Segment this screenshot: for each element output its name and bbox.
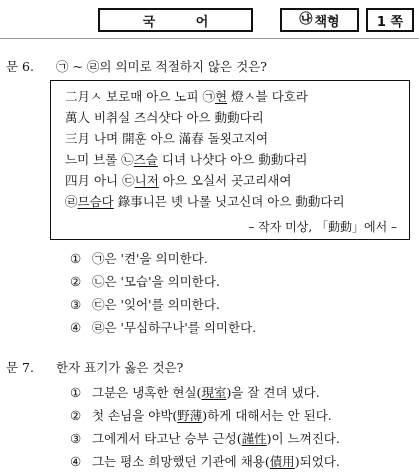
poem-line: 四月 아니 ㉢니저 아으 오실서 곳고리새여 (65, 173, 292, 188)
question-7 (6, 358, 183, 376)
header-divider (0, 38, 419, 39)
poem-line: 萬人 비취실 즈싀샷다 아으 動動다리 (65, 110, 264, 125)
answer-option[interactable]: ③ 그에게서 타고난 승부 근성(謹性)이 느껴진다. (70, 427, 340, 450)
question-7-options (70, 381, 340, 473)
underlined-word: 니저 (134, 173, 159, 188)
option-number: ④ (70, 320, 82, 335)
option-number: ② (70, 408, 82, 423)
question-6 (6, 57, 267, 75)
option-number: ③ (70, 297, 82, 312)
underlined-word: 므슴다 (77, 194, 114, 209)
underlined-word: 즈슬 (133, 152, 158, 167)
option-text: ㉢은 '잊어'를 의미한다. (92, 297, 220, 312)
answer-option[interactable] (70, 316, 256, 339)
mark-d: ㉣ (65, 194, 78, 209)
answer-option[interactable] (70, 270, 256, 293)
option-number: ④ (70, 454, 82, 469)
subject-label: 국 어 (142, 14, 227, 30)
option-text: ㉠은 '켠'을 의미한다. (92, 251, 208, 266)
mark-a: ㉠ (202, 89, 216, 104)
booklet-mark: ㉯ (299, 12, 313, 27)
poem-box (50, 80, 410, 240)
hanja-word: 債用 (269, 454, 295, 469)
poem-source: – 작자 미상, 「動動」에서 – (248, 220, 397, 234)
hanja-word: 野薄 (177, 408, 203, 423)
answer-option[interactable]: ④ 그는 평소 희망했던 기관에 채용(債用)되었다. (70, 450, 340, 473)
answer-option[interactable] (70, 247, 256, 270)
underlined-word: 현 (215, 89, 228, 104)
option-number: ① (70, 385, 82, 400)
option-number: ③ (70, 431, 82, 446)
answer-option[interactable]: ② 첫 손님을 야박(野薄)하게 대해서는 안 된다. (70, 404, 340, 427)
option-text: ㉡은 '모습'을 의미한다. (92, 274, 220, 289)
booklet-type-box (280, 8, 359, 32)
poem-line: 느미 브롤 ㉡즈슬 디녀 나샷다 아으 動動다리 (65, 152, 308, 167)
answer-option[interactable]: ① 그분은 냉혹한 현실(現室)을 잘 견뎌 냈다. (70, 381, 340, 404)
hanja-word: 謹性 (241, 431, 267, 446)
poem-line: 二月ㅅ 보로매 아으 노피 ㉠현 燈ㅅ블 다호라 (65, 89, 308, 104)
mark-b: ㉡ (121, 152, 134, 167)
question-6-number: 문 6. (6, 59, 34, 74)
page-number-box (366, 8, 414, 32)
exam-header (0, 0, 419, 36)
mark-c: ㉢ (122, 173, 135, 188)
question-6-options (70, 247, 256, 339)
question-7-stem: 한자 표기가 옳은 것은? (56, 360, 184, 375)
option-number: ① (70, 251, 82, 266)
option-text: ㉣은 '무심하구나'를 의미한다. (92, 320, 257, 335)
poem-line: 三月 나며 開훈 아으 滿春 돌욋고지여 (65, 131, 269, 146)
page-number: 1 쪽 (376, 14, 404, 30)
hanja-word: 現室 (201, 385, 227, 400)
question-6-stem: ㉠ ~ ㉣의 의미로 적절하지 않은 것은? (56, 59, 267, 74)
booklet-label: 책형 (314, 14, 340, 30)
option-number: ② (70, 274, 82, 289)
question-7-number: 문 7. (6, 360, 34, 375)
poem-line: ㉣므슴다 錄事니믄 녯 나롤 닛고신뎌 아으 動動다리 (65, 194, 345, 209)
answer-option[interactable] (70, 293, 256, 316)
subject-box (98, 8, 253, 32)
